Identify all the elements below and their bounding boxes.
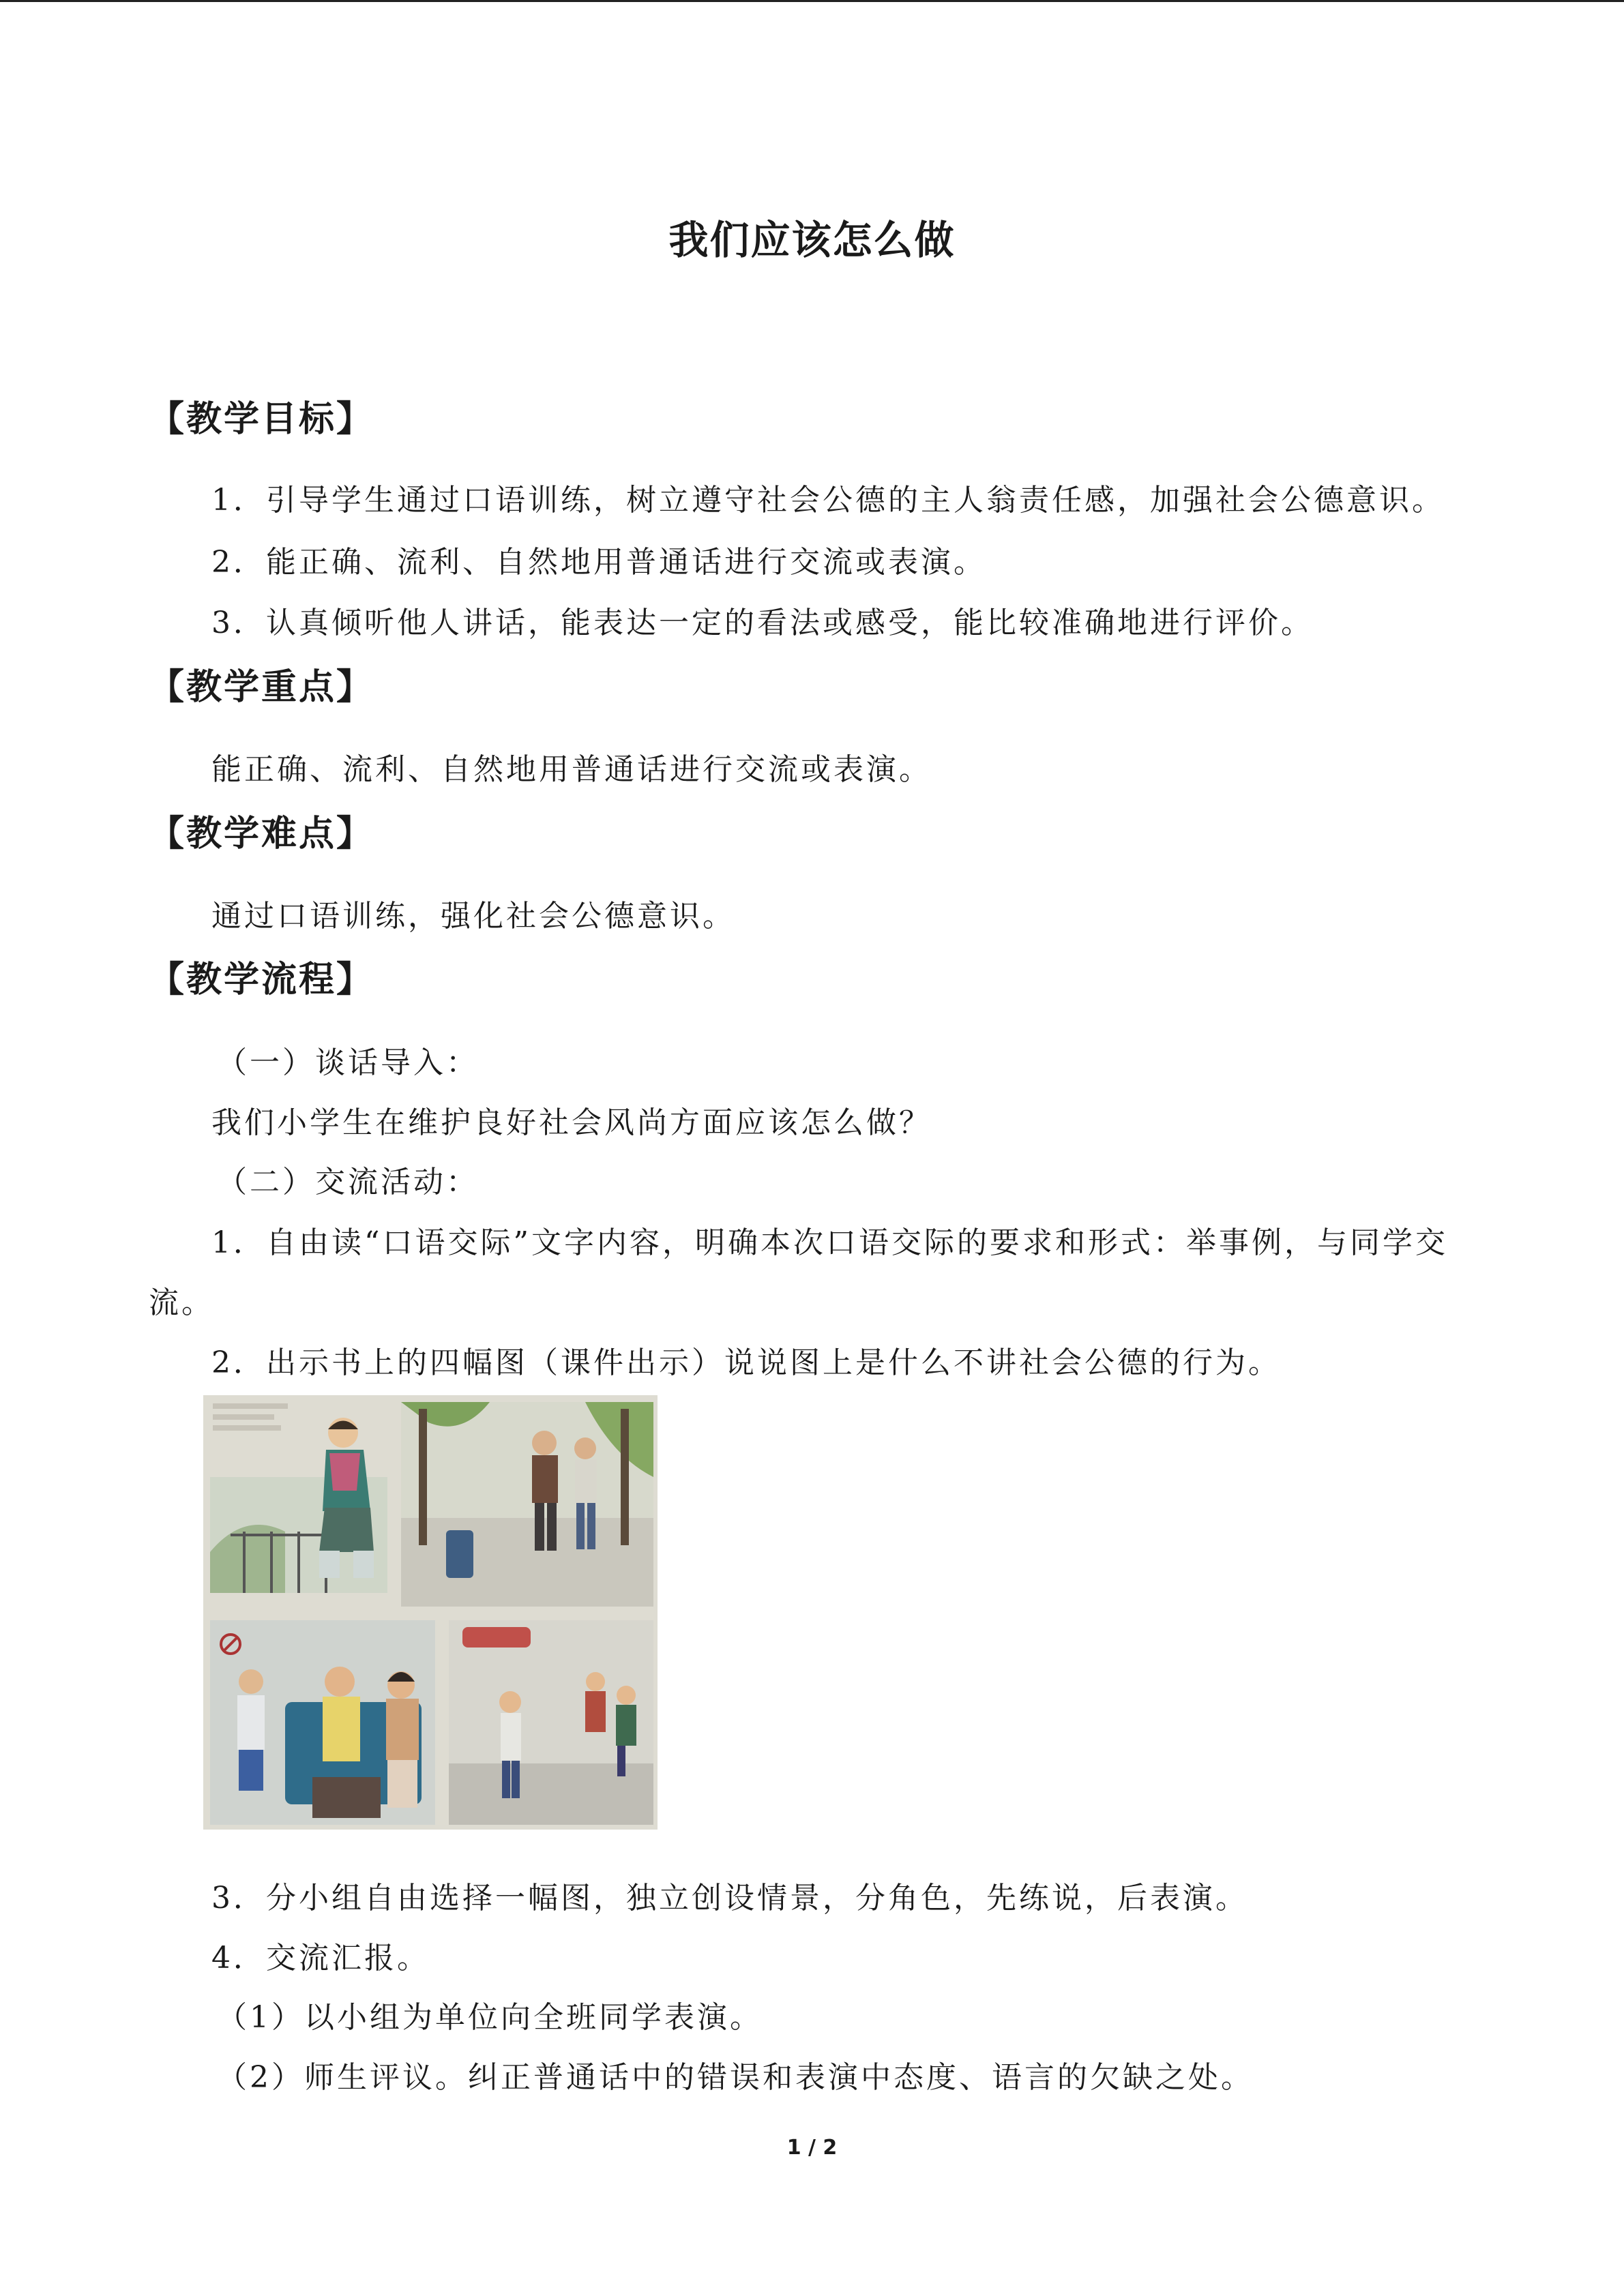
step1-line1: 1．自由读“口语交际”文字内容，明确本次口语交际的要求和形式：举事例，与同学交 <box>211 1225 1448 1260</box>
panel-kids-playing <box>449 1620 653 1825</box>
goal-item-3: 3．认真倾听他人讲话，能表达一定的看法或感受，能比较准确地进行评价。 <box>211 606 1314 640</box>
difficulties-text: 通过口语训练，强化社会公德意识。 <box>211 899 735 934</box>
page-title: 我们应该怎么做 <box>668 217 956 263</box>
part2-title: （二）交流活动： <box>217 1165 479 1199</box>
step4-text: 4．交流汇报。 <box>211 1941 430 1976</box>
step2-text: 2．出示书上的四幅图（课件出示）说说图上是什么不讲社会公德的行为。 <box>211 1345 1281 1380</box>
part1-text: 我们小学生在维护良好社会风尚方面应该怎么做？ <box>211 1105 932 1140</box>
step1-line2: 流。 <box>149 1285 214 1320</box>
top-border-line <box>0 0 1624 2</box>
sub-item-2: （2）师生评议。纠正普通话中的错误和表演中态度、语言的欠缺之处。 <box>217 2060 1254 2095</box>
key-points-text: 能正确、流利、自然地用普通话进行交流或表演。 <box>211 752 932 787</box>
panel-bus-seats <box>210 1620 435 1825</box>
part1-title: （一）谈话导入： <box>217 1045 479 1080</box>
panel-littering-under-tree <box>401 1402 653 1607</box>
heading-teaching-process: 【教学流程】 <box>149 959 374 1000</box>
textbook-illustration-image <box>203 1395 658 1830</box>
goal-item-1: 1．引导学生通过口语训练，树立遵守社会公德的主人翁责任感，加强社会公德意识。 <box>211 483 1445 518</box>
sub-item-1: （1）以小组为单位向全班同学表演。 <box>217 2000 763 2035</box>
step3-text: 3．分小组自由选择一幅图，独立创设情景，分角色，先练说，后表演。 <box>211 1881 1248 1915</box>
goal-item-2: 2．能正确、流利、自然地用普通话进行交流或表演。 <box>211 545 986 580</box>
heading-difficulties: 【教学难点】 <box>149 814 374 854</box>
heading-teaching-goals: 【教学目标】 <box>149 399 374 440</box>
page-number: 1 / 2 <box>786 2136 838 2160</box>
heading-key-points: 【教学重点】 <box>149 667 374 708</box>
